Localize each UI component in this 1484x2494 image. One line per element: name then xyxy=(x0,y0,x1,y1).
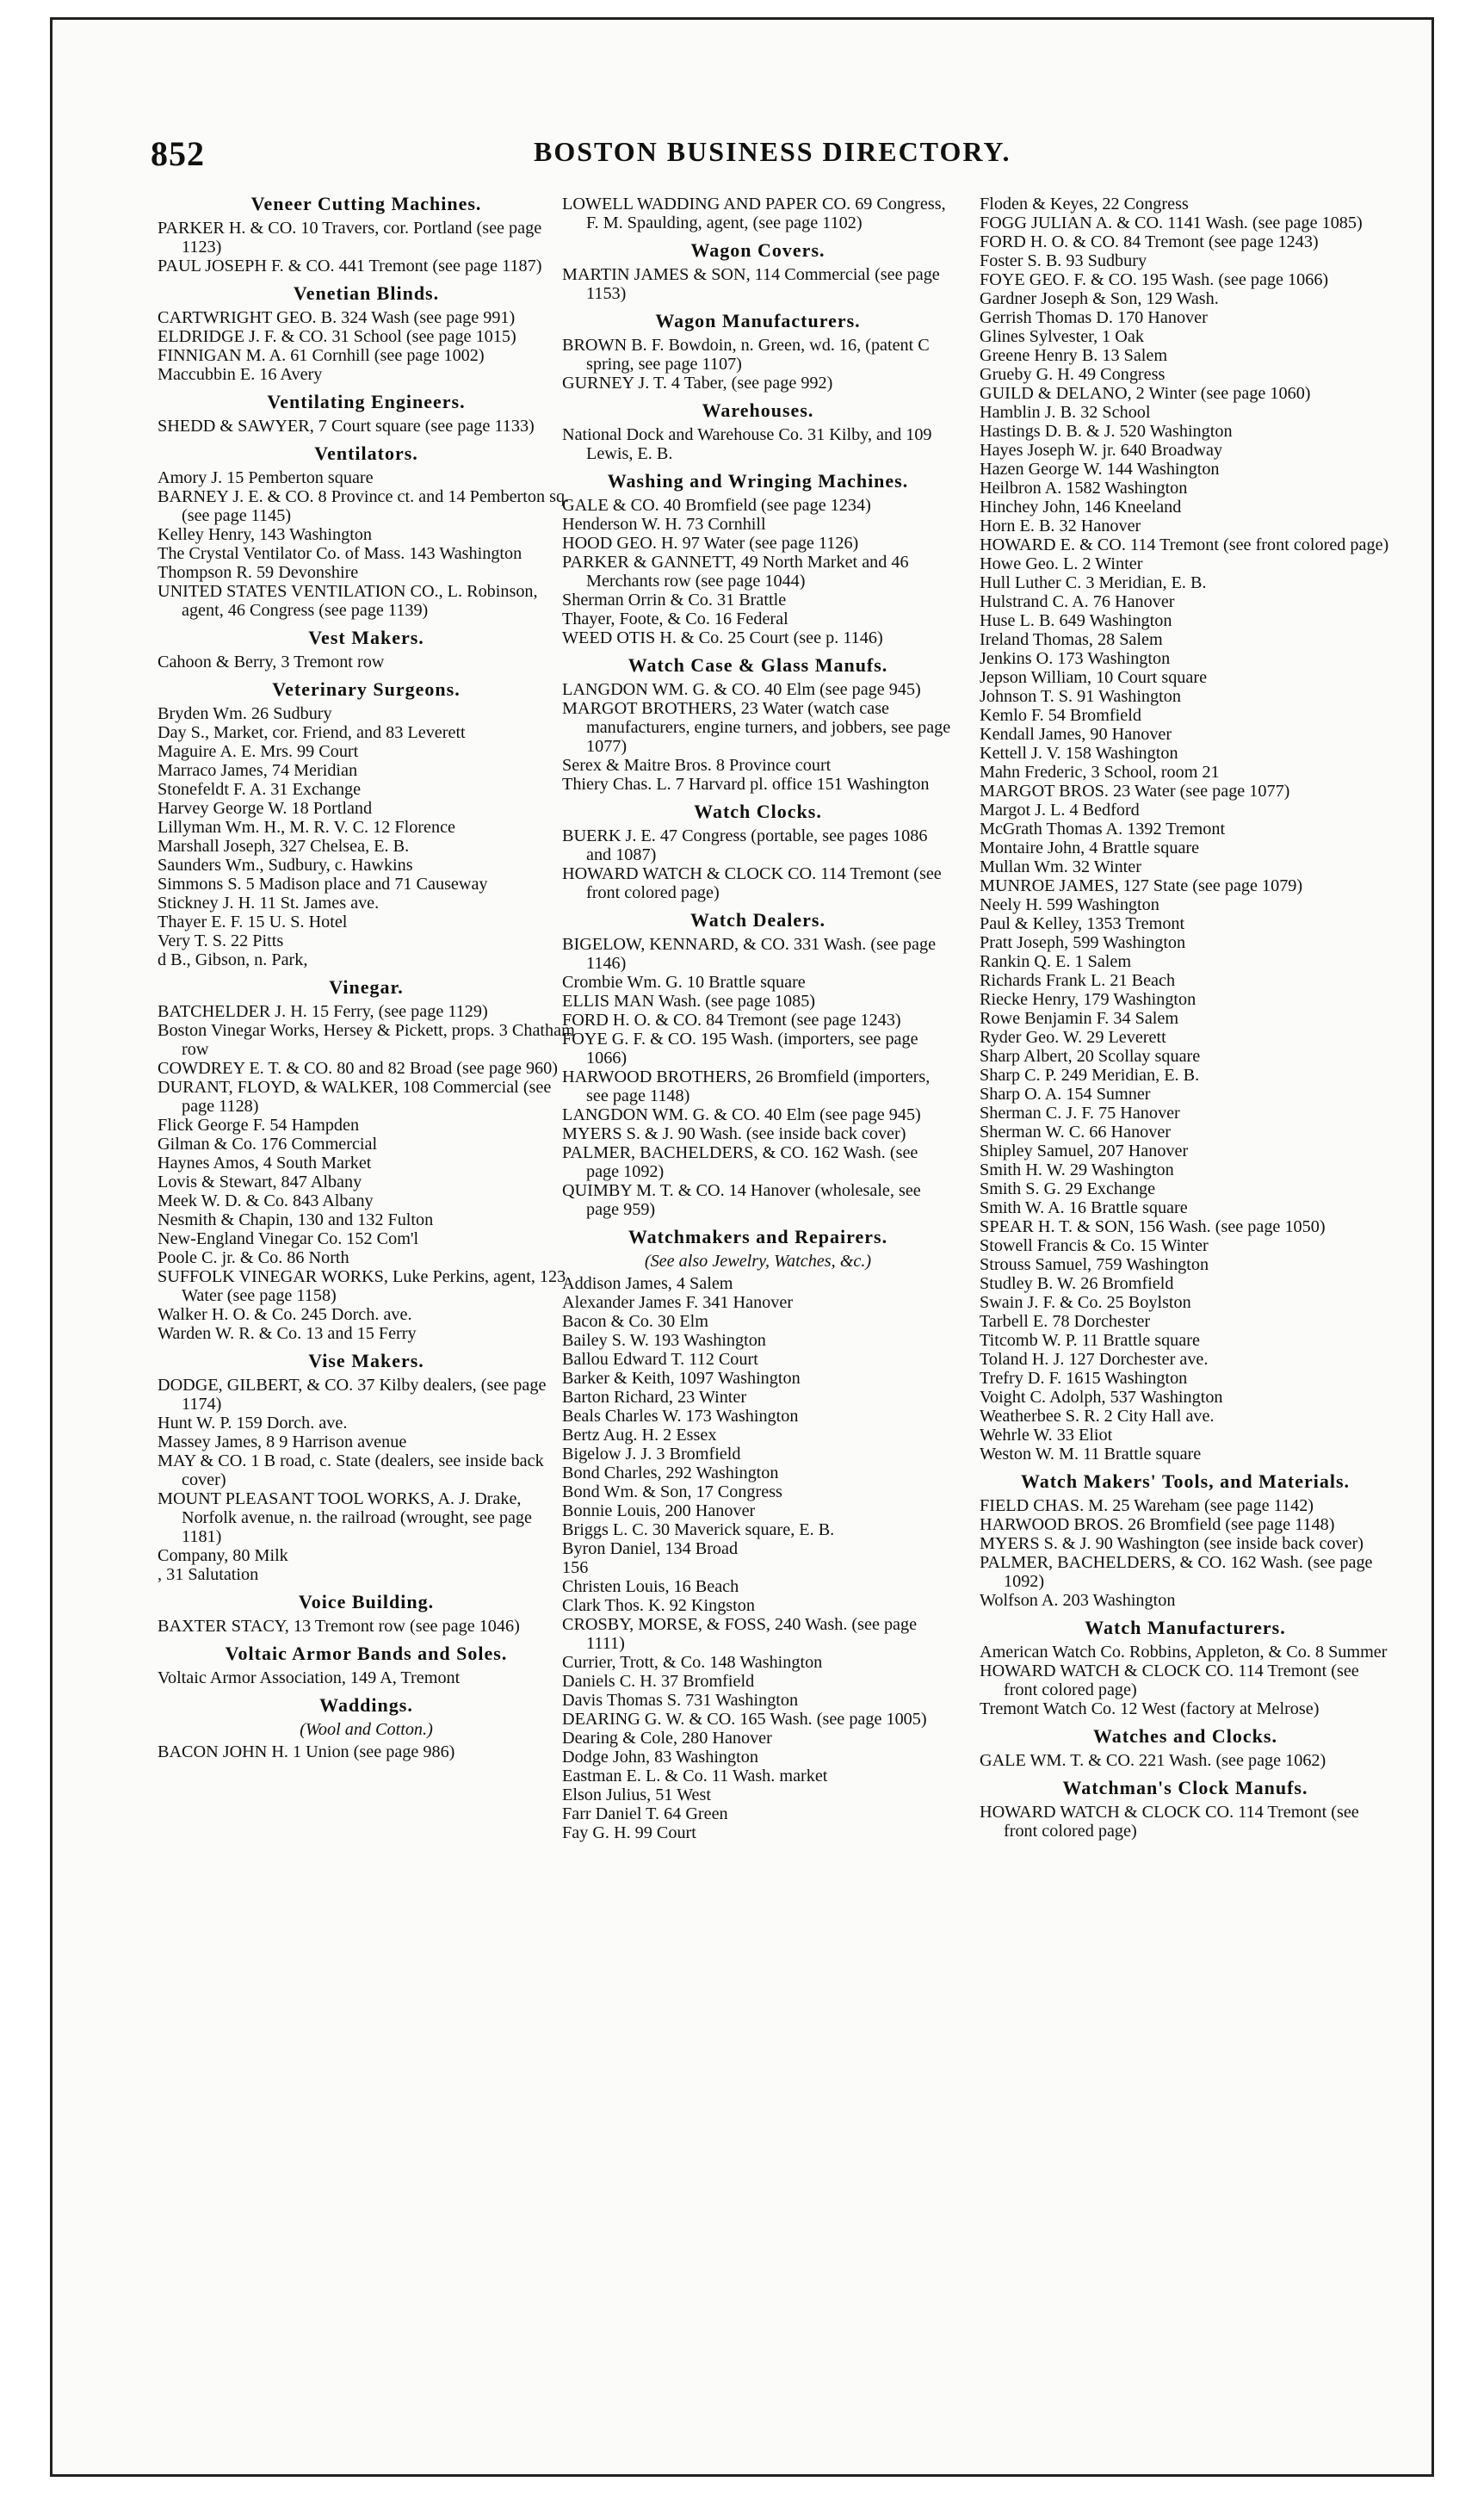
directory-entry: Henderson W. H. 73 Cornhill xyxy=(562,515,766,534)
directory-entry: Kettell J. V. 158 Washington xyxy=(980,744,1178,763)
directory-entry: Boston Vinegar Works, Hersey & Pickett, props. 3 Chatham row xyxy=(158,1021,575,1059)
directory-entry: Wehrle W. 33 Eliot xyxy=(980,1426,1113,1445)
section-heading: Veterinary Surgeons. xyxy=(272,678,461,700)
directory-entry: FOYE G. F. & CO. 195 Wash. (importers, see page 1066) xyxy=(562,1030,918,1068)
directory-entry: Thompson R. 59 Devonshire xyxy=(158,563,359,582)
directory-entry: Bacon & Co. 30 Elm xyxy=(562,1312,708,1331)
directory-entry: Bonnie Louis, 200 Hanover xyxy=(562,1501,756,1520)
directory-entry: Mullan Wm. 32 Winter xyxy=(980,857,1141,876)
directory-entry: Bailey S. W. 193 Washington xyxy=(562,1331,766,1350)
directory-entry: Floden & Keyes, 22 Congress xyxy=(980,195,1189,214)
directory-entry: 156 xyxy=(562,1558,589,1577)
directory-entry: Margot J. L. 4 Bedford xyxy=(980,801,1140,820)
directory-entry: Smith H. W. 29 Washington xyxy=(980,1160,1174,1179)
directory-entry: CROSBY, MORSE, & FOSS, 240 Wash. (see page 1111) xyxy=(562,1615,918,1653)
section-heading: Ventilating Engineers. xyxy=(267,391,466,412)
directory-entry: Thayer, Foote, & Co. 16 Federal xyxy=(562,610,788,628)
directory-entry: Barker & Keith, 1097 Washington xyxy=(562,1369,801,1388)
directory-entry: BARNEY J. E. & CO. 8 Province ct. and 14 Pemberton sq. (see page 1145) xyxy=(158,487,570,525)
directory-entry: Sherman C. J. F. 75 Hanover xyxy=(980,1104,1180,1123)
directory-entry: Haynes Amos, 4 South Market xyxy=(158,1154,372,1173)
directory-entry: FORD H. O. & CO. 84 Tremont (see page 1243) xyxy=(562,1011,901,1030)
directory-entry: FIELD CHAS. M. 25 Wareham (see page 1142) xyxy=(980,1496,1314,1515)
directory-entry: MARGOT BROS. 23 Water (see page 1077) xyxy=(980,782,1290,801)
running-head: BOSTON BUSINESS DIRECTORY. xyxy=(534,136,1011,167)
directory-entry: Trefry D. F. 1615 Washington xyxy=(980,1369,1188,1388)
directory-entry: HARWOOD BROTHERS, 26 Bromfield (importers, see page 1148) xyxy=(562,1068,931,1105)
directory-entry: Tremont Watch Co. 12 West (factory at Melrose) xyxy=(980,1699,1320,1718)
section-heading: Warehouses. xyxy=(702,399,814,421)
directory-entry: Bryden Wm. 26 Sudbury xyxy=(158,704,332,723)
directory-entry: Massey James, 8 9 Harrison avenue xyxy=(158,1433,407,1451)
directory-entry: Richards Frank L. 21 Beach xyxy=(980,971,1176,990)
directory-entry: BACON JOHN H. 1 Union (see page 986) xyxy=(158,1742,455,1761)
directory-entry: Shipley Samuel, 207 Hanover xyxy=(980,1142,1189,1160)
directory-entry: MOUNT PLEASANT TOOL WORKS, A. J. Drake, Norfolk avenue, n. the railroad (wrought, see page 1181) xyxy=(158,1489,532,1546)
directory-entry: Smith S. G. 29 Exchange xyxy=(980,1179,1156,1198)
directory-entry: GALE & CO. 40 Bromfield (see page 1234) xyxy=(562,496,871,515)
directory-entry: Titcomb W. P. 11 Brattle square xyxy=(980,1331,1200,1350)
section-heading: Ventilators. xyxy=(314,442,418,464)
directory-entry: Jepson William, 10 Court square xyxy=(980,668,1208,687)
directory-entry: Flick George F. 54 Hampden xyxy=(158,1116,360,1135)
directory-entry: Saunders Wm., Sudbury, c. Hawkins xyxy=(158,856,413,875)
directory-entry: BROWN B. F. Bowdoin, n. Green, wd. 16, (patent C spring, see page 1107) xyxy=(562,336,930,374)
directory-entry: Huse L. B. 649 Washington xyxy=(980,611,1172,630)
directory-entry: Hazen George W. 144 Washington xyxy=(980,460,1220,479)
page-number: 852 xyxy=(151,134,205,173)
directory-entry: Weston W. M. 11 Brattle square xyxy=(980,1445,1202,1464)
directory-entry: FOGG JULIAN A. & CO. 1141 Wash. (see page 1085) xyxy=(980,214,1363,232)
directory-entry: Bertz Aug. H. 2 Essex xyxy=(562,1426,717,1445)
directory-entry: Strouss Samuel, 759 Washington xyxy=(980,1255,1209,1274)
directory-entry: Dodge John, 83 Washington xyxy=(562,1748,758,1767)
directory-entry: PALMER, BACHELDERS, & CO. 162 Wash. (see page 1092) xyxy=(980,1553,1373,1591)
directory-entry: Addison James, 4 Salem xyxy=(562,1274,733,1293)
directory-entry: Foster S. B. 93 Sudbury xyxy=(980,251,1147,270)
directory-entry: New-England Vinegar Co. 152 Com'l xyxy=(158,1229,419,1248)
directory-entry: Bond Wm. & Son, 17 Congress xyxy=(562,1482,782,1501)
directory-entry: Neely H. 599 Washington xyxy=(980,895,1159,914)
directory-entry: Simmons S. 5 Madison place and 71 Causeway xyxy=(158,875,488,894)
directory-entry: WEED OTIS H. & Co. 25 Court (see p. 1146) xyxy=(562,628,883,647)
section-heading: Voice Building. xyxy=(298,1591,435,1612)
directory-entry: Sherman W. C. 66 Hanover xyxy=(980,1123,1172,1142)
directory-entry: Voight C. Adolph, 537 Washington xyxy=(980,1388,1223,1407)
directory-entry: Gardner Joseph & Son, 129 Wash. xyxy=(980,289,1219,308)
section-heading: Watch Dealers. xyxy=(690,909,825,931)
directory-entry: Marraco James, 74 Meridian xyxy=(158,761,358,780)
section-heading: Watch Clocks. xyxy=(694,801,822,822)
directory-entry: COWDREY E. T. & CO. 80 and 82 Broad (see page 960) xyxy=(158,1059,558,1078)
directory-entry: Alexander James F. 341 Hanover xyxy=(562,1293,794,1312)
directory-entry: Toland H. J. 127 Dorchester ave. xyxy=(980,1350,1209,1369)
directory-entry: National Dock and Warehouse Co. 31 Kilby, and 109 Lewis, E. B. xyxy=(562,425,932,463)
directory-entry: , 31 Salutation xyxy=(158,1565,259,1584)
section-note: (See also Jewelry, Watches, &c.) xyxy=(644,1252,872,1271)
directory-entry: HOWARD WATCH & CLOCK CO. 114 Tremont (see front colored page) xyxy=(980,1662,1359,1699)
directory-entry: Davis Thomas S. 731 Washington xyxy=(562,1691,799,1710)
directory-entry: Stowell Francis & Co. 15 Winter xyxy=(980,1236,1209,1255)
directory-entry: Sharp O. A. 154 Sumner xyxy=(980,1085,1151,1104)
directory-entry: Eastman E. L. & Co. 11 Wash. market xyxy=(562,1767,828,1785)
directory-entry: Daniels C. H. 37 Bromfield xyxy=(562,1672,755,1691)
section-heading: Voltaic Armor Bands and Soles. xyxy=(225,1643,508,1664)
directory-entry: SHEDD & SAWYER, 7 Court square (see page 1133) xyxy=(158,417,535,436)
directory-entry: Gerrish Thomas D. 170 Hanover xyxy=(980,308,1208,327)
directory-entry: Jenkins O. 173 Washington xyxy=(980,649,1171,668)
directory-entry: Hayes Joseph W. jr. 640 Broadway xyxy=(980,441,1223,460)
directory-entry: BATCHELDER J. H. 15 Ferry, (see page 1129) xyxy=(158,1002,488,1021)
directory-entry: Fay G. H. 99 Court xyxy=(562,1823,696,1842)
directory-entry: PALMER, BACHELDERS, & CO. 162 Wash. (see page 1092) xyxy=(562,1143,918,1181)
directory-entry: Day S., Market, cor. Friend, and 83 Leverett xyxy=(158,723,466,742)
section-heading: Vinegar. xyxy=(329,976,404,998)
directory-entry: Cahoon & Berry, 3 Tremont row xyxy=(158,653,385,671)
column-2 xyxy=(562,195,954,1842)
directory-entry: SPEAR H. T. & SON, 156 Wash. (see page 1050) xyxy=(980,1217,1326,1236)
directory-entry: Kemlo F. 54 Bromfield xyxy=(980,706,1141,725)
directory-entry: Kendall James, 90 Hanover xyxy=(980,725,1172,744)
directory-entry: Sharp Albert, 20 Scollay square xyxy=(980,1047,1201,1066)
directory-entry: d B., Gibson, n. Park, xyxy=(158,950,308,969)
directory-entry: PARKER & GANNETT, 49 North Market and 46 Merchants row (see page 1044) xyxy=(562,553,909,591)
section-heading: Waddings. xyxy=(319,1694,413,1716)
directory-entry: Maguire A. E. Mrs. 99 Court xyxy=(158,742,359,761)
directory-entry: Hinchey John, 146 Kneeland xyxy=(980,498,1182,517)
directory-entry: PARKER H. & CO. 10 Travers, cor. Portland (see page 1123) xyxy=(158,219,542,257)
directory-entry: GALE WM. T. & CO. 221 Wash. (see page 1062) xyxy=(980,1751,1326,1770)
directory-entry: Heilbron A. 1582 Washington xyxy=(980,479,1188,498)
section-heading: Watch Case & Glass Manufs. xyxy=(628,654,888,676)
directory-entry: McGrath Thomas A. 1392 Tremont xyxy=(980,820,1226,839)
directory-entry: DODGE, GILBERT, & CO. 37 Kilby dealers, (see page 1174) xyxy=(158,1376,547,1414)
section-heading: Wagon Covers. xyxy=(690,239,825,261)
directory-entry: Christen Louis, 16 Beach xyxy=(562,1577,739,1596)
section-heading: Watchmakers and Repairers. xyxy=(628,1226,888,1247)
directory-entry: QUIMBY M. T. & CO. 14 Hanover (wholesale, see page 959) xyxy=(562,1181,921,1219)
directory-entry: Studley B. W. 26 Bromfield xyxy=(980,1274,1174,1293)
directory-entry: Thiery Chas. L. 7 Harvard pl. office 151 Washington xyxy=(562,775,930,794)
directory-entry: Poole C. jr. & Co. 86 North xyxy=(158,1248,349,1267)
directory-entry: Greene Henry B. 13 Salem xyxy=(980,346,1168,365)
directory-entry: Stonefeldt F. A. 31 Exchange xyxy=(158,780,362,799)
directory-entry: PAUL JOSEPH F. & CO. 441 Tremont (see page 1187) xyxy=(158,257,542,275)
section-heading: Washing and Wringing Machines. xyxy=(607,470,909,492)
directory-entry: Stickney J. H. 11 St. James ave. xyxy=(158,894,380,913)
directory-entry: MYERS S. & J. 90 Washington (see inside back cover) xyxy=(980,1534,1363,1553)
directory-entry: Ryder Geo. W. 29 Leverett xyxy=(980,1028,1166,1047)
directory-entry: UNITED STATES VENTILATION CO., L. Robinson, agent, 46 Congress (see page 1139) xyxy=(158,582,538,620)
directory-entry: Rankin Q. E. 1 Salem xyxy=(980,952,1132,971)
directory-entry: Mahn Frederic, 3 School, room 21 xyxy=(980,763,1220,782)
directory-entry: DURANT, FLOYD, & WALKER, 108 Commercial (see page 1128) xyxy=(158,1078,552,1116)
directory-entry: Paul & Kelley, 1353 Tremont xyxy=(980,914,1185,933)
directory-entry: The Crystal Ventilator Co. of Mass. 143 Washington xyxy=(158,544,522,563)
directory-entry: Sherman Orrin & Co. 31 Brattle xyxy=(562,591,787,610)
directory-entry: FORD H. O. & CO. 84 Tremont (see page 1243) xyxy=(980,232,1319,251)
directory-entry: HOOD GEO. H. 97 Water (see page 1126) xyxy=(562,534,859,553)
directory-entry: Hull Luther C. 3 Meridian, E. B. xyxy=(980,573,1207,592)
directory-entry: Wolfson A. 203 Washington xyxy=(980,1591,1176,1610)
column-1 xyxy=(158,195,575,1761)
directory-entry: Swain J. F. & Co. 25 Boylston xyxy=(980,1293,1191,1312)
directory-entry: FOYE GEO. F. & CO. 195 Wash. (see page 1066) xyxy=(980,270,1329,289)
directory-entry: Kelley Henry, 143 Washington xyxy=(158,525,372,544)
directory-entry: Briggs L. C. 30 Maverick square, E. B. xyxy=(562,1520,835,1539)
directory-entry: GUILD & DELANO, 2 Winter (see page 1060) xyxy=(980,384,1311,403)
directory-entry: Bigelow J. J. 3 Bromfield xyxy=(562,1445,741,1464)
directory-entry: Beals Charles W. 173 Washington xyxy=(562,1407,799,1426)
directory-entry: Tarbell E. 78 Dorchester xyxy=(980,1312,1151,1331)
directory-entry: Walker H. O. & Co. 245 Dorch. ave. xyxy=(158,1305,412,1324)
directory-entry: DEARING G. W. & CO. 165 Wash. (see page 1005) xyxy=(562,1710,927,1729)
directory-entry: LANGDON WM. G. & CO. 40 Elm (see page 945) xyxy=(562,1105,921,1124)
directory-entry: Farr Daniel T. 64 Green xyxy=(562,1804,728,1823)
directory-entry: MAY & CO. 1 B road, c. State (dealers, see inside back cover) xyxy=(158,1451,544,1489)
directory-entry: Voltaic Armor Association, 149 A, Tremont xyxy=(158,1668,461,1687)
directory-entry: HOWARD WATCH & CLOCK CO. 114 Tremont (see front colored page) xyxy=(980,1803,1359,1841)
directory-entry: HOWARD E. & CO. 114 Tremont (see front colored page) xyxy=(980,535,1389,554)
directory-entry: BAXTER STACY, 13 Tremont row (see page 1046) xyxy=(158,1617,520,1636)
directory-entry: Lovis & Stewart, 847 Albany xyxy=(158,1173,362,1191)
directory-entry: Very T. S. 22 Pitts xyxy=(158,931,284,950)
directory-entry: Montaire John, 4 Brattle square xyxy=(980,839,1200,857)
section-heading: Vest Makers. xyxy=(308,627,424,648)
directory-entry: LANGDON WM. G. & CO. 40 Elm (see page 945) xyxy=(562,680,921,699)
directory-entry: MARTIN JAMES & SON, 114 Commercial (see page 1153) xyxy=(562,265,940,303)
directory-entry: Thayer E. F. 15 U. S. Hotel xyxy=(158,913,348,931)
directory-entry: Horn E. B. 32 Hanover xyxy=(980,517,1141,535)
directory-entry: Clark Thos. K. 92 Kingston xyxy=(562,1596,755,1615)
directory-entry: CARTWRIGHT GEO. B. 324 Wash (see page 991) xyxy=(158,308,516,327)
directory-entry: Ireland Thomas, 28 Salem xyxy=(980,630,1163,649)
directory-entry: Currier, Trott, & Co. 148 Washington xyxy=(562,1653,823,1672)
directory-entry: Hastings D. B. & J. 520 Washington xyxy=(980,422,1233,441)
directory-entry: Glines Sylvester, 1 Oak xyxy=(980,327,1144,346)
directory-entry: Bond Charles, 292 Washington xyxy=(562,1464,779,1482)
directory-entry: Harvey George W. 18 Portland xyxy=(158,799,373,818)
directory-entry: Ballou Edward T. 112 Court xyxy=(562,1350,758,1369)
directory-entry: BIGELOW, KENNARD, & CO. 331 Wash. (see page 1146) xyxy=(562,935,937,973)
directory-entry: Lillyman Wm. H., M. R. V. C. 12 Florence xyxy=(158,818,455,837)
directory-entry: Serex & Maitre Bros. 8 Province court xyxy=(562,756,832,775)
directory-entry: ELDRIDGE J. F. & CO. 31 School (see page 1015) xyxy=(158,327,516,346)
directory-entry: SUFFOLK VINEGAR WORKS, Luke Perkins, agent, 123 Water (see page 1158) xyxy=(158,1267,566,1305)
section-heading: Wagon Manufacturers. xyxy=(655,310,861,331)
directory-entry: Byron Daniel, 134 Broad xyxy=(562,1539,739,1558)
directory-entry: Gilman & Co. 176 Commercial xyxy=(158,1135,378,1154)
directory-entry: Hulstrand C. A. 76 Hanover xyxy=(980,592,1175,611)
section-heading: Watch Manufacturers. xyxy=(1085,1617,1286,1638)
directory-entry: Sharp C. P. 249 Meridian, E. B. xyxy=(980,1066,1200,1085)
directory-entry: MARGOT BROTHERS, 23 Water (watch case manufacturers, engine turners, and jobbers, see page 1077) xyxy=(562,699,951,756)
column-3 xyxy=(980,195,1391,1841)
directory-entry: Dearing & Cole, 280 Hanover xyxy=(562,1729,772,1748)
directory-entry: Nesmith & Chapin, 130 and 132 Fulton xyxy=(158,1210,434,1229)
directory-entry: Crombie Wm. G. 10 Brattle square xyxy=(562,973,806,992)
directory-entry: Hunt W. P. 159 Dorch. ave. xyxy=(158,1414,348,1433)
directory-entry: Maccubbin E. 16 Avery xyxy=(158,365,323,384)
directory-entry: Weatherbee S. R. 2 City Hall ave. xyxy=(980,1407,1215,1426)
section-heading: Watches and Clocks. xyxy=(1093,1725,1277,1747)
directory-entry: FINNIGAN M. A. 61 Cornhill (see page 1002) xyxy=(158,346,485,365)
directory-entry: Johnson T. S. 91 Washington xyxy=(980,687,1181,706)
directory-entry: Howe Geo. L. 2 Winter xyxy=(980,554,1143,573)
directory-entry: MUNROE JAMES, 127 State (see page 1079) xyxy=(980,876,1303,895)
directory-entry: Meek W. D. & Co. 843 Albany xyxy=(158,1191,374,1210)
section-heading: Watch Makers' Tools, and Materials. xyxy=(1020,1470,1351,1492)
section-heading: Venetian Blinds. xyxy=(293,282,440,304)
directory-entry: Grueby G. H. 49 Congress xyxy=(980,365,1166,384)
directory-entry: Smith W. A. 16 Brattle square xyxy=(980,1198,1188,1217)
section-note: (Wool and Cotton.) xyxy=(300,1720,433,1739)
section-heading: Watchman's Clock Manufs. xyxy=(1062,1777,1308,1798)
directory-entry: Company, 80 Milk xyxy=(158,1546,288,1565)
directory-entry: ELLIS MAN Wash. (see page 1085) xyxy=(562,992,816,1011)
directory-entry: Amory J. 15 Pemberton square xyxy=(158,468,374,487)
directory-entry: Barton Richard, 23 Winter xyxy=(562,1388,747,1407)
directory-entry: GURNEY J. T. 4 Taber, (see page 992) xyxy=(562,374,833,393)
directory-entry: HOWARD WATCH & CLOCK CO. 114 Tremont (see front colored page) xyxy=(562,864,942,902)
directory-entry: LOWELL WADDING AND PAPER CO. 69 Congress, F. M. Spaulding, agent, (see page 1102) xyxy=(562,195,946,232)
directory-entry: Elson Julius, 51 West xyxy=(562,1785,711,1804)
directory-entry: Pratt Joseph, 599 Washington xyxy=(980,933,1186,952)
directory-entry: Hamblin J. B. 32 School xyxy=(980,403,1151,422)
directory-entry: Riecke Henry, 179 Washington xyxy=(980,990,1196,1009)
directory-entry: American Watch Co. Robbins, Appleton, & Co. 8 Summer xyxy=(980,1643,1388,1662)
directory-entry: Marshall Joseph, 327 Chelsea, E. B. xyxy=(158,837,410,856)
section-heading: Veneer Cutting Machines. xyxy=(250,193,482,214)
directory-entry: Rowe Benjamin F. 34 Salem xyxy=(980,1009,1179,1028)
directory-entry: BUERK J. E. 47 Congress (portable, see pages 1086 and 1087) xyxy=(562,826,928,864)
directory-entry: HARWOOD BROS. 26 Bromfield (see page 1148) xyxy=(980,1515,1335,1534)
directory-entry: MYERS S. & J. 90 Wash. (see inside back cover) xyxy=(562,1124,906,1143)
directory-entry: Warden W. R. & Co. 13 and 15 Ferry xyxy=(158,1324,417,1343)
section-heading: Vise Makers. xyxy=(308,1350,424,1371)
